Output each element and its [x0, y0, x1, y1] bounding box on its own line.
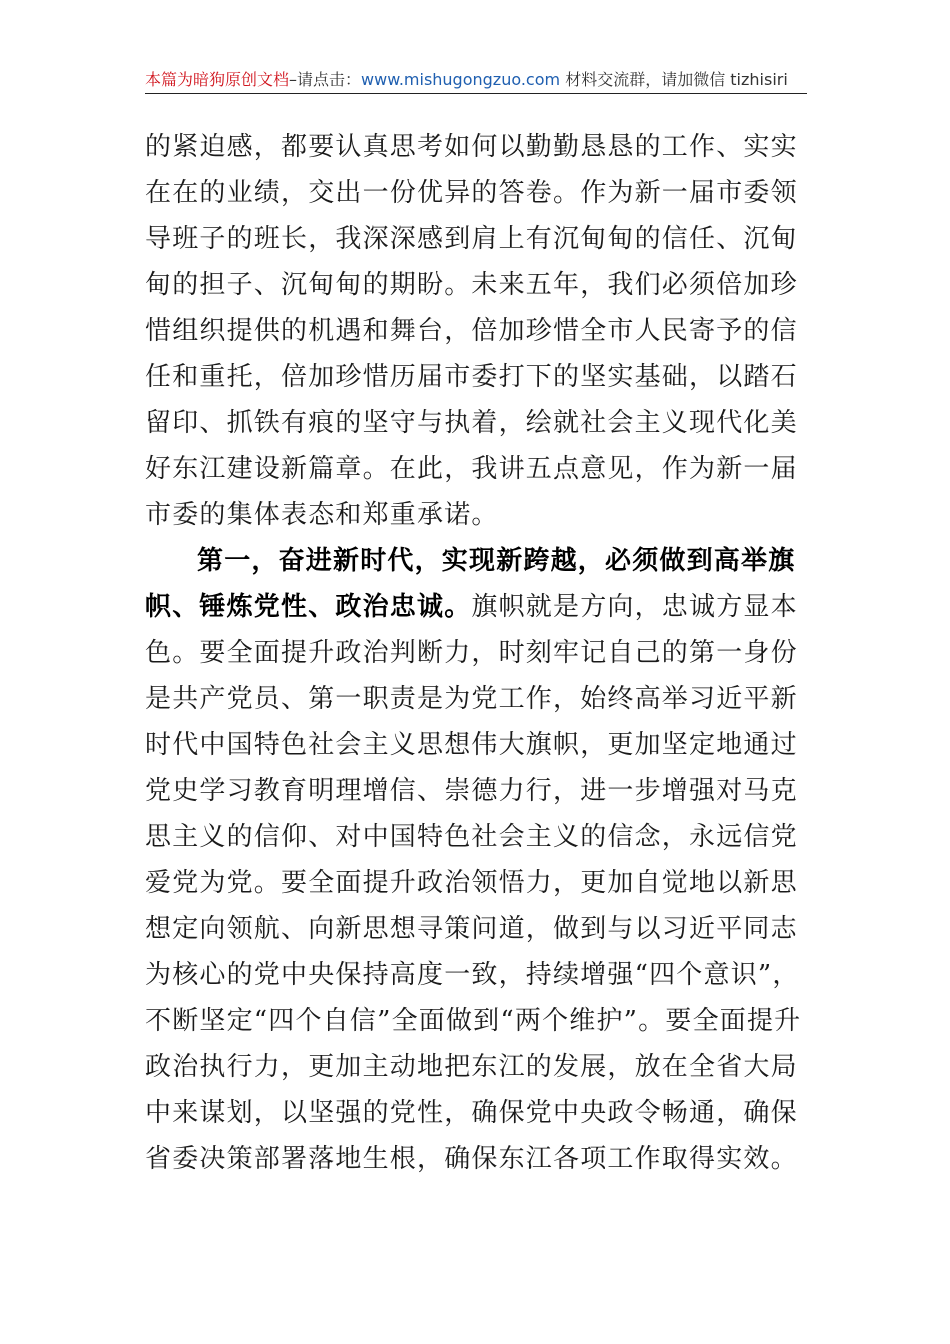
paragraph-2-text: 旗帜就是方向，忠诚方显本色。要全面提升政治判断力，时刻牢记自己的第一身份是共产党员、第一职责是为党工作，始终高举习近平新时代中国特色社会主义思想伟大旗帜，更加坚定地通过党史学习教育明理增信、崇德力行，进一步增强对马克思主义的信仰、对中国特色社会主义的信念，永远信党爱党为党。要全面提升政治领悟力，更加自觉地以新思想定向领航、向新思想寻策问道，做到与以习近平同志为核心的党中央保持高度一致，持续增强“四个意识”，不断坚定“四个自信”全面做到“两个维护”。要全面提升政治执行力，更加主动地把东江的发展，放在全省大局中来谋划，以坚强的党性，确保党中央政令畅通，确保省委决策部署落地生根，确保东江各项工作取得实效。: [145, 592, 802, 1174]
paragraph-2: [145, 538, 811, 1182]
paragraph-1: 的紧迫感，都要认真思考如何以勤勤恳恳的工作、实实在在的业绩，交出一份优异的答卷。作为新一届市委领导班子的班长，我深深感到肩上有沉甸甸的信任、沉甸甸的担子、沉甸甸的期盼。未来五年，我们必须倍加珍惜组织提供的机遇和舞台，倍加珍惜全市人民寄予的信任和重托，倍加珍惜历届市委打下的坚实基础，以踏石留印、抓铁有痕的坚守与执着，绘就社会主义现代化美好东江建设新篇章。在此，我讲五点意见，作为新一届市委的集体表态和郑重承诺。: [145, 132, 798, 530]
header-contact: 材料交流群，请加微信 tizhisiri: [560, 70, 788, 89]
header-prompt: –请点击：: [289, 70, 362, 89]
header-title: 本篇为暗狗原创文档: [145, 70, 290, 89]
paragraph-2-heading: 第一，奋进新时代，实现新跨越，必须做到高举旗帜、锤炼党性、政治忠诚。: [145, 546, 796, 622]
page-header: [145, 66, 807, 94]
document-body: [145, 124, 811, 1182]
header-link[interactable]: www.mishugongzuo.com: [361, 70, 561, 89]
